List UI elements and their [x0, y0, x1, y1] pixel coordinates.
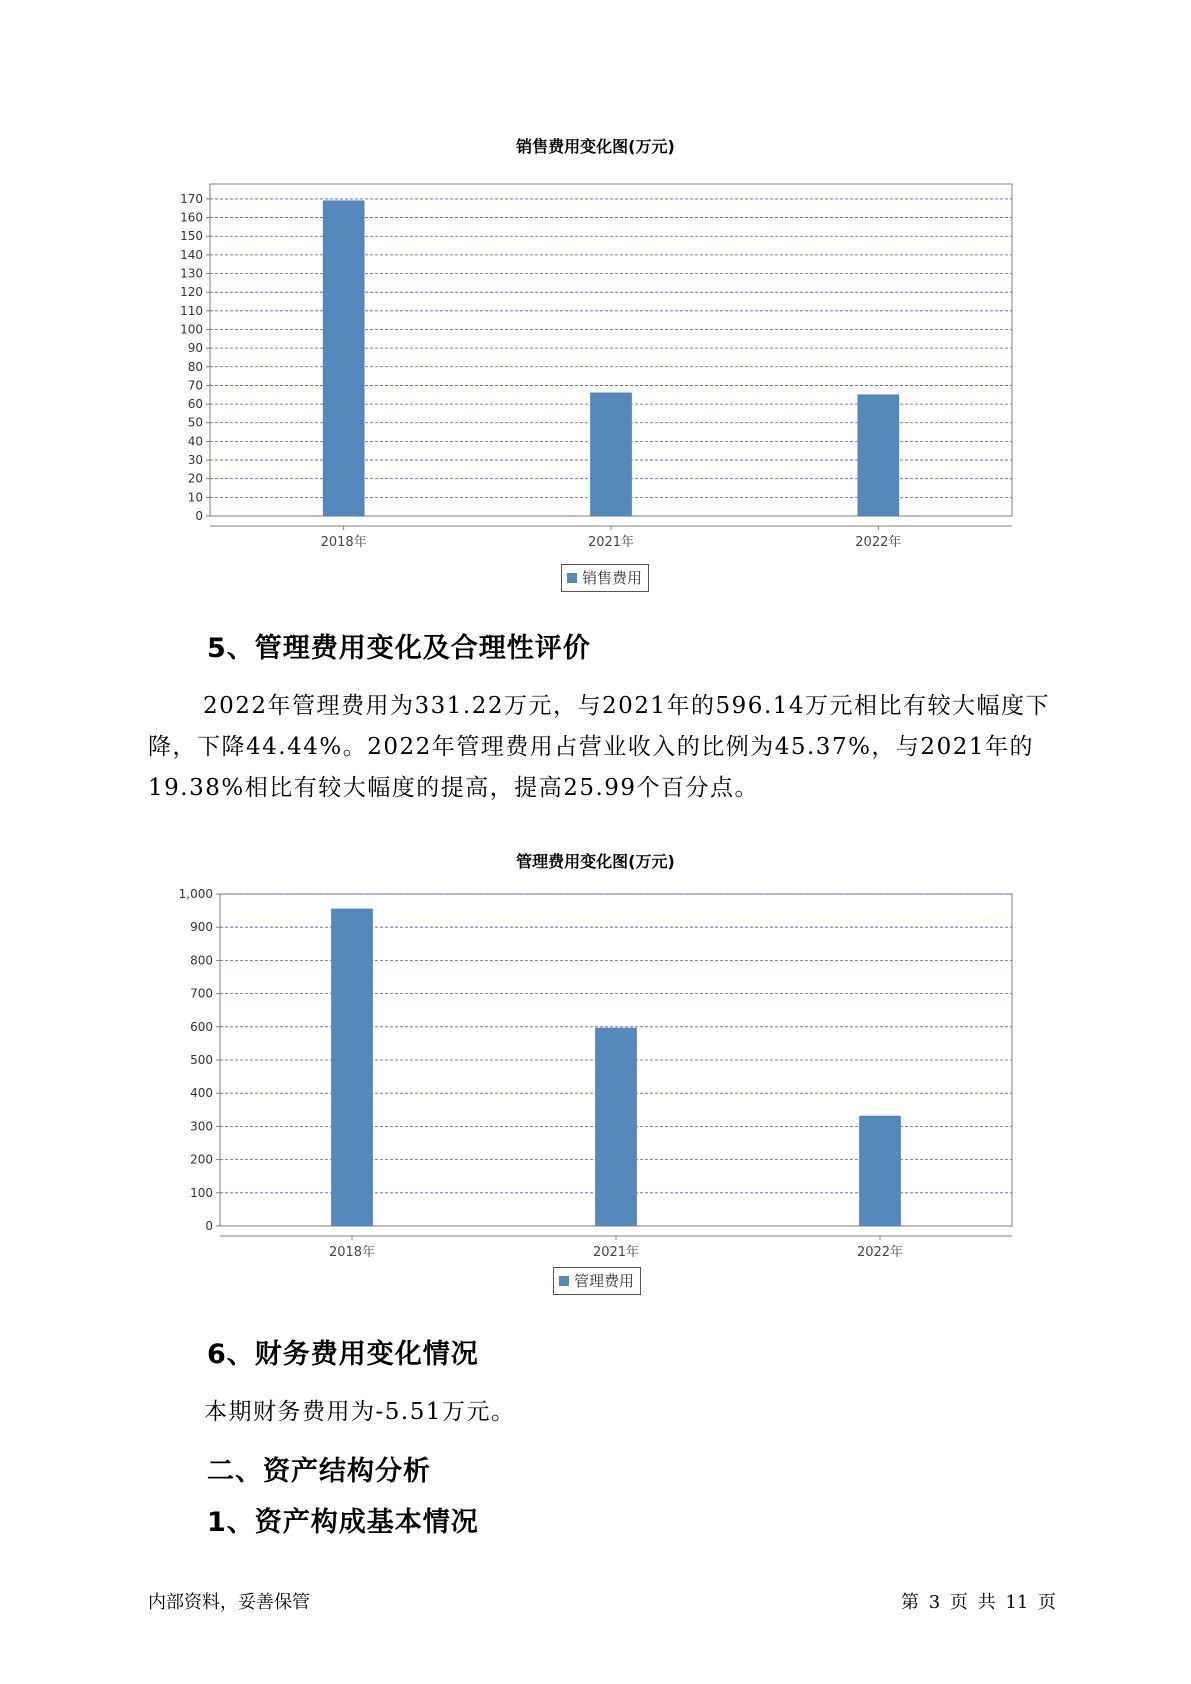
- y-tick-label: 0: [195, 509, 203, 523]
- section5-paragraph: 2022年管理费用为331.22万元，与2021年的596.14万元相比有较大幅度下降，下降44.44%。2022年管理费用占营业收入的比例为45.37%，与2021年的19.38%相比有较大幅度的提高，提高25.99个百分点。: [148, 693, 1051, 801]
- bar: [596, 1028, 637, 1226]
- x-tick-label: 2018年: [320, 535, 367, 550]
- section-two-1-heading: 1、资产构成基本情况: [207, 1507, 479, 1538]
- y-tick-label: 130: [180, 266, 203, 281]
- y-tick-label: 90: [187, 341, 203, 356]
- bar: [860, 1116, 901, 1226]
- y-tick-label: 60: [187, 397, 203, 412]
- y-tick-label: 50: [187, 415, 203, 430]
- y-tick-label: 140: [180, 247, 203, 262]
- y-tick-label: 40: [187, 434, 203, 449]
- bar: [332, 909, 373, 1226]
- x-tick-label: 2022年: [855, 535, 902, 550]
- y-tick-label: 300: [190, 1119, 213, 1134]
- y-tick-label: 110: [180, 303, 203, 318]
- y-tick-label: 400: [190, 1086, 213, 1101]
- footer-page-number: 第 3 页 共 11 页: [901, 1592, 1056, 1613]
- y-tick-label: 170: [180, 191, 203, 206]
- y-tick-label: 20: [187, 471, 203, 486]
- y-tick-label: 150: [180, 229, 203, 244]
- y-tick-label: 100: [190, 1185, 213, 1200]
- footer-confidential-note: 内部资料，妥善保管: [148, 1592, 310, 1613]
- section6-paragraph: 本期财务费用为-5.51万元。: [204, 1399, 516, 1425]
- x-tick-label: 2021年: [592, 1245, 640, 1260]
- y-tick-label: 1,000: [178, 887, 213, 901]
- y-tick-label: 700: [190, 986, 213, 1001]
- legend-label: 管理费用: [574, 1272, 635, 1290]
- y-tick-label: 120: [180, 285, 203, 300]
- admin-chart-title: 管理费用变化图(万元): [516, 852, 675, 871]
- y-tick-label: 30: [187, 453, 203, 468]
- y-tick-label: 160: [180, 210, 203, 225]
- y-tick-label: 70: [187, 378, 203, 393]
- y-tick-label: 600: [190, 1019, 213, 1034]
- y-tick-label: 200: [190, 1152, 213, 1167]
- sales-chart-title: 销售费用变化图(万元): [516, 137, 675, 156]
- section5-heading: 5、管理费用变化及合理性评价: [207, 633, 591, 664]
- y-tick-label: 100: [180, 322, 203, 337]
- section-two-heading: 二、资产结构分析: [207, 1456, 431, 1487]
- y-tick-label: 800: [190, 953, 213, 968]
- y-tick-label: 10: [187, 490, 203, 505]
- y-tick-label: 500: [190, 1053, 213, 1067]
- x-tick-label: 2022年: [856, 1245, 904, 1260]
- legend-swatch: [559, 1276, 569, 1286]
- y-tick-label: 80: [187, 359, 203, 374]
- x-tick-label: 2018年: [328, 1245, 376, 1260]
- y-tick-label: 900: [190, 920, 213, 935]
- y-tick-label: 0: [205, 1219, 213, 1233]
- admin-chart-legend: [553, 1267, 641, 1295]
- x-tick-label: 2021年: [587, 535, 635, 550]
- legend-label: 销售费用: [582, 569, 643, 587]
- section6-heading: 6、财务费用变化情况: [207, 1339, 479, 1370]
